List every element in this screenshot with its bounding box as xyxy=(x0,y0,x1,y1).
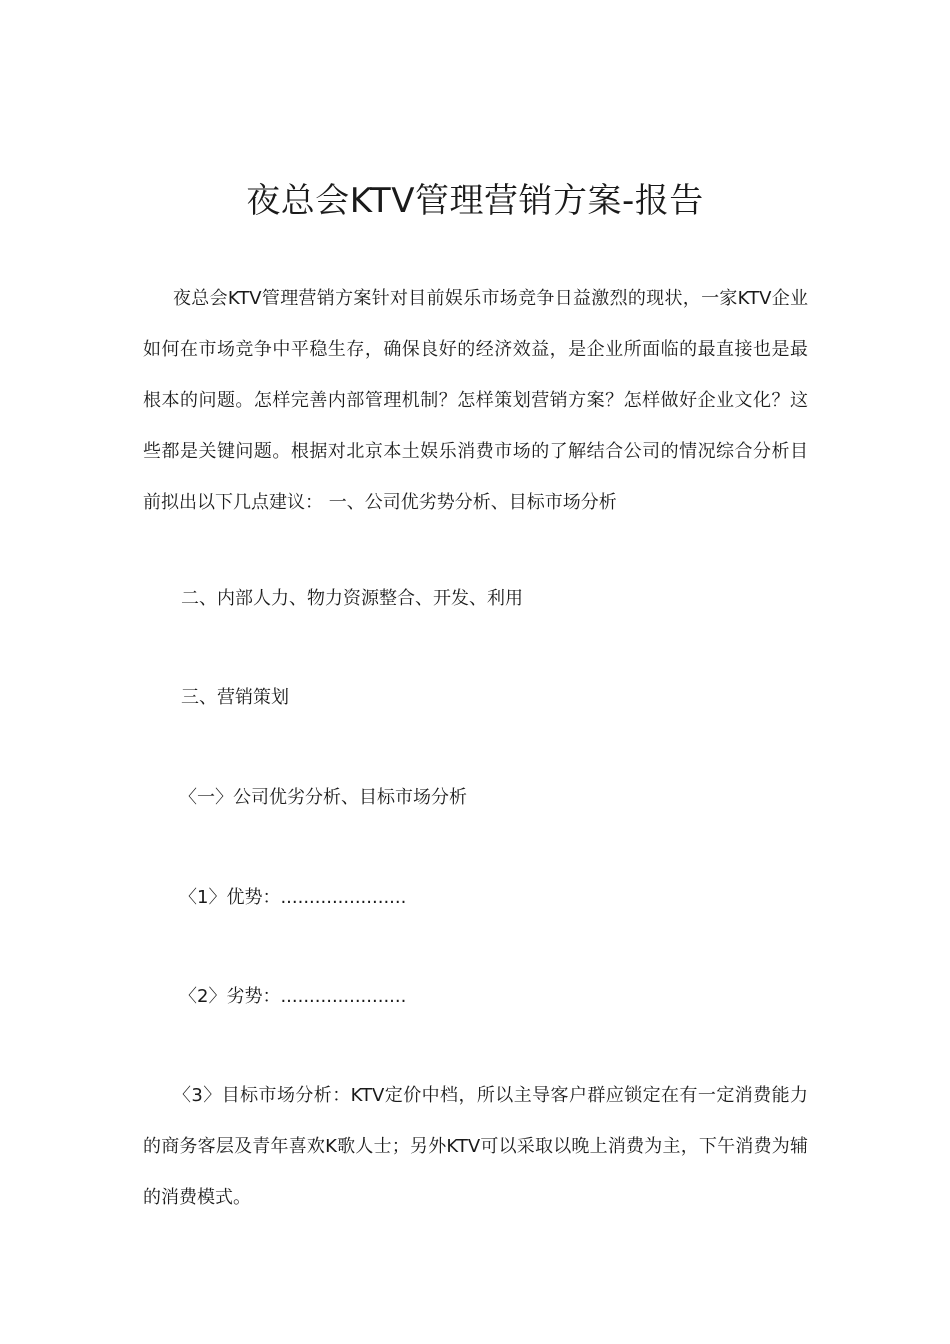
list-item-disadvantages: 〈2〉劣势：...................... xyxy=(179,986,407,1007)
list-item-advantages: 〈1〉优势：...................... xyxy=(179,887,407,908)
section-heading-3: 三、营销策划 xyxy=(181,687,289,708)
document-title: 夜总会KTV管理营销方案-报告 xyxy=(246,181,704,221)
section-heading-2: 二、内部人力、物力资源整合、开发、利用 xyxy=(181,588,523,609)
intro-paragraph: 夜总会KTV管理营销方案针对目前娱乐市场竞争日益激烈的现状，一家KTV企业如何在市场竞争中平稳生存，确保良好的经济效益，是企业所面临的最直接也是最根本的问题。怎样完善内部管理机制？怎样策划营销方案？怎样做好企业文化？这些都是关键问题。根据对北京本土娱乐消费市场的了解结合公司的情况综合分析目前拟出以下几点建议： 一、公司优劣势分析、目标市场分析 xyxy=(143,288,808,513)
subsection-heading-1: 〈一〉公司优劣分析、目标市场分析 xyxy=(179,787,467,808)
target-market-paragraph: 〈3〉目标市场分析：KTV定价中档，所以主导客户群应锁定在有一定消费能力的商务客层及青年喜欢K歌人士；另外KTV可以采取以晚上消费为主，下午消费为辅的消费模式。 xyxy=(143,1085,808,1208)
